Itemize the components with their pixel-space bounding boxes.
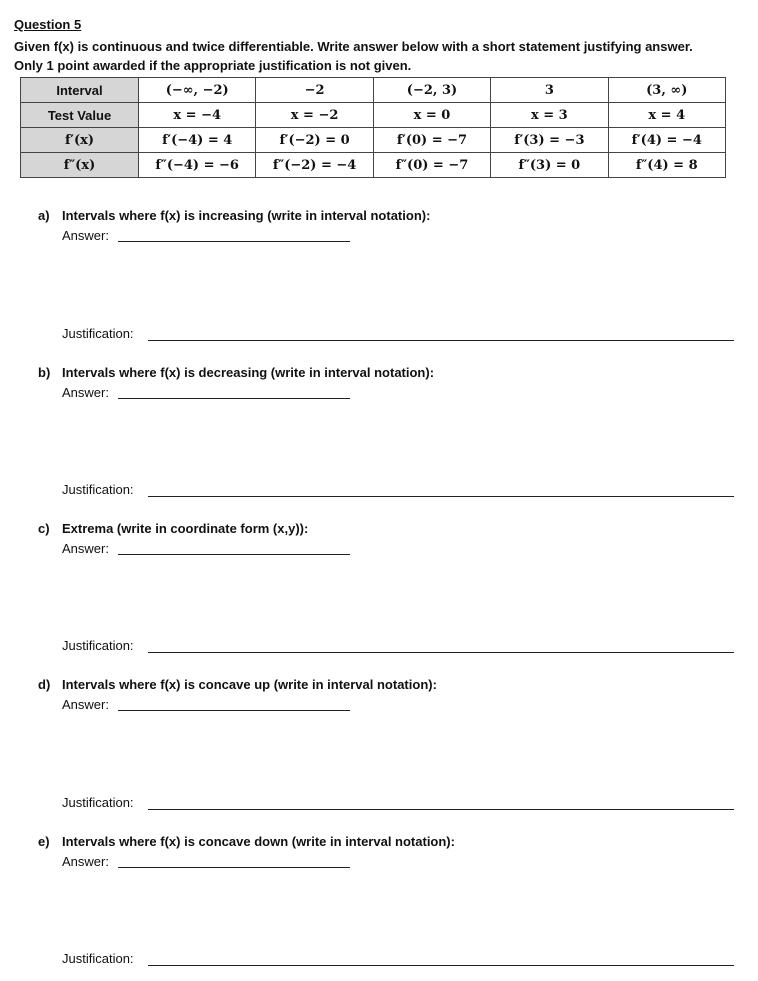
- table-header-cell: −2: [256, 78, 373, 103]
- part-prompt: Intervals where f(x) is concave up (write in interval notation):: [62, 677, 437, 692]
- part-prompt: Intervals where f(x) is increasing (write in interval notation):: [62, 208, 431, 223]
- justification-field[interactable]: [148, 496, 734, 497]
- table-row-label: f″(x): [21, 153, 139, 178]
- table-cell: f′(4) = −4: [608, 128, 725, 153]
- table-cell: f″(−2) = −4: [256, 153, 373, 178]
- answer-label: Answer:: [62, 228, 109, 243]
- justification-label: Justification:: [62, 482, 134, 497]
- table-cell: x = 4: [608, 103, 725, 128]
- question-title: Question 5: [14, 17, 82, 32]
- part-a: [38, 208, 728, 348]
- answer-label: Answer:: [62, 385, 109, 400]
- part-label: d): [38, 677, 51, 692]
- table-cell: x = −2: [256, 103, 373, 128]
- part-e: [38, 834, 728, 974]
- table-header-cell: (3, ∞): [608, 78, 725, 103]
- answer-label: Answer:: [62, 697, 109, 712]
- question-instructions: Given f(x) is continuous and twice differentiable. Write answer below with a short statement justifying answer. Only 1 point awarded if the appropriate justification is not given.: [14, 39, 693, 73]
- part-b: [38, 365, 728, 505]
- part-label: c): [38, 521, 50, 536]
- answer-label: Answer:: [62, 854, 109, 869]
- table-row: [21, 153, 726, 178]
- justification-field[interactable]: [148, 652, 734, 653]
- answer-field[interactable]: [118, 554, 350, 555]
- table-cell: x = 3: [491, 103, 608, 128]
- answer-field[interactable]: [118, 867, 350, 868]
- part-label: e): [38, 834, 50, 849]
- part-label: a): [38, 208, 50, 223]
- part-label: b): [38, 365, 51, 380]
- part-c: [38, 521, 728, 661]
- part-prompt: Extrema (write in coordinate form (x,y)):: [62, 521, 309, 536]
- justification-field[interactable]: [148, 965, 734, 966]
- table-row: [21, 128, 726, 153]
- table-header-cell: (−∞, −2): [139, 78, 256, 103]
- table-header-cell: (−2, 3): [373, 78, 490, 103]
- table-header-cell: Interval: [21, 78, 139, 103]
- table-row-label: Test Value: [21, 103, 139, 128]
- justification-label: Justification:: [62, 638, 134, 653]
- answer-label: Answer:: [62, 541, 109, 556]
- table-cell: f′(−2) = 0: [256, 128, 373, 153]
- sign-chart-table: [20, 77, 726, 178]
- table-cell: f′(0) = −7: [373, 128, 490, 153]
- table-cell: f″(4) = 8: [608, 153, 725, 178]
- table-row-label: f′(x): [21, 128, 139, 153]
- answer-field[interactable]: [118, 710, 350, 711]
- justification-label: Justification:: [62, 326, 134, 341]
- table-header-cell: 3: [491, 78, 608, 103]
- table-cell: x = −4: [139, 103, 256, 128]
- table-cell: x = 0: [373, 103, 490, 128]
- table-header-row: [21, 78, 726, 103]
- table-cell: f″(3) = 0: [491, 153, 608, 178]
- part-prompt: Intervals where f(x) is decreasing (write in interval notation):: [62, 365, 435, 380]
- justification-label: Justification:: [62, 795, 134, 810]
- part-d: [38, 677, 728, 817]
- justification-label: Justification:: [62, 951, 134, 966]
- table-cell: f′(−4) = 4: [139, 128, 256, 153]
- answer-field[interactable]: [118, 398, 350, 399]
- table-row: [21, 103, 726, 128]
- part-prompt: Intervals where f(x) is concave down (write in interval notation):: [62, 834, 455, 849]
- answer-field[interactable]: [118, 241, 350, 242]
- table-cell: f′(3) = −3: [491, 128, 608, 153]
- table-cell: f″(0) = −7: [373, 153, 490, 178]
- table-cell: f″(−4) = −6: [139, 153, 256, 178]
- justification-field[interactable]: [148, 340, 734, 341]
- justification-field[interactable]: [148, 809, 734, 810]
